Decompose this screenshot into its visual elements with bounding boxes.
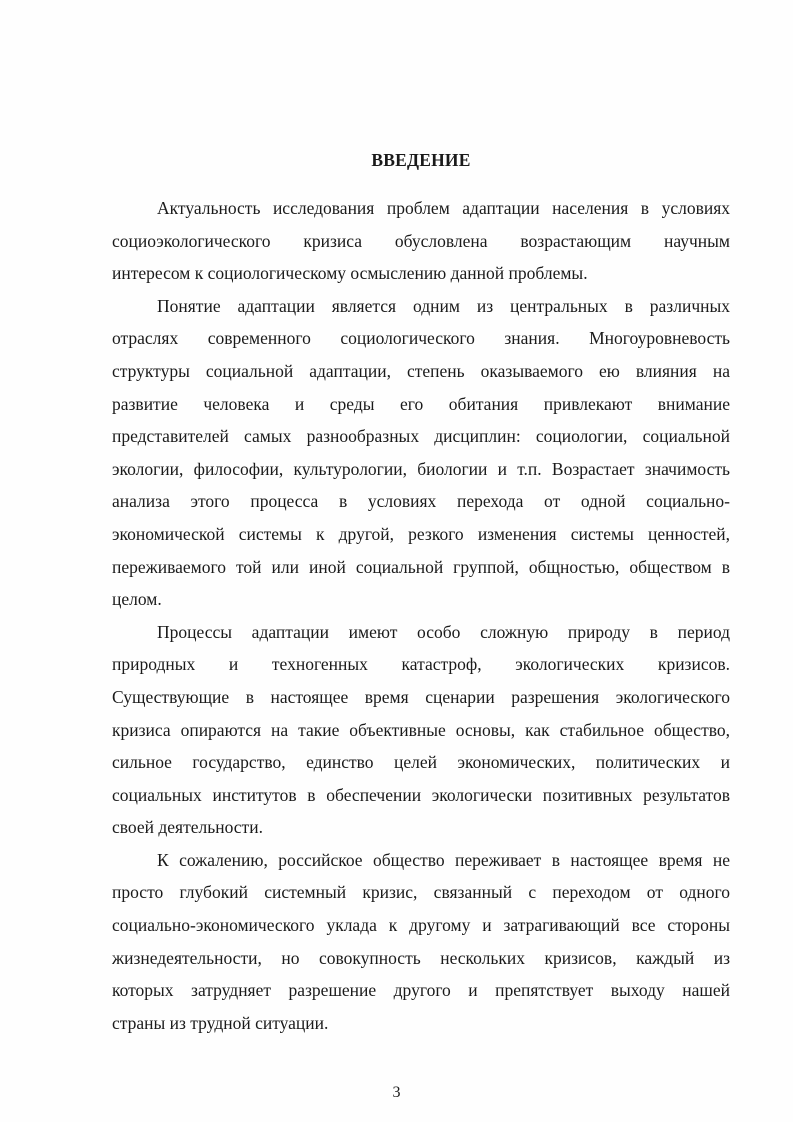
text-line: экологии, философии, культурологии, биологии и т.п. Возрастает значимость	[112, 458, 730, 479]
paragraph-1	[112, 192, 730, 290]
text-line: социально-экономического уклада к другому и затрагивающий все стороны	[112, 915, 730, 936]
text-line: К сожалению, российское общество переживает в настоящее время не	[157, 849, 730, 870]
page-number: 3	[392, 1084, 401, 1101]
text-line: структуры социальной адаптации, степень оказываемого ею влияния на	[112, 360, 730, 381]
page-title: ВВЕДЕНИЕ	[371, 150, 471, 170]
text-line: анализа этого процесса в условиях перехода от одной социально-	[112, 491, 730, 512]
text-line: социоэкологического кризиса обусловлена возрастающим научным	[112, 230, 730, 251]
paragraph-3	[112, 616, 730, 844]
text-line: просто глубокий системный кризис, связанный с переходом от одного	[112, 882, 730, 903]
text-line: Актуальность исследования проблем адаптации населения в условиях	[157, 198, 730, 218]
text-line: жизнедеятельности, но совокупность нескольких кризисов, каждый из	[112, 947, 730, 968]
text-line: Понятие адаптации является одним из центральных в различных	[157, 295, 730, 316]
text-line: отраслях современного социологического знания. Многоуровневость	[112, 328, 730, 349]
text-line: переживаемого той или иной социальной группой, общностью, обществом в	[112, 556, 730, 577]
paragraph-2	[112, 290, 730, 616]
text-line: своей деятельности.	[112, 817, 263, 838]
text-line: Процессы адаптации имеют особо сложную природу в период	[157, 621, 730, 642]
text-line: Существующие в настоящее время сценарии разрешения экологического	[112, 686, 730, 707]
text-line: интересом к социологическому осмыслению данной проблемы.	[112, 263, 588, 284]
document-body	[112, 148, 730, 1039]
text-line: социальных институтов в обеспечении экологически позитивных результатов	[112, 784, 730, 805]
text-line: кризиса опираются на такие объективные основы, как стабильное общество,	[112, 719, 730, 740]
text-line: которых затрудняет разрешение другого и препятствует выходу нашей	[112, 980, 730, 1001]
text-line: сильное государство, единство целей экономических, политических и	[112, 752, 730, 773]
paragraph-4	[112, 844, 730, 1040]
text-line: страны из трудной ситуации.	[112, 1012, 329, 1033]
text-line: целом.	[112, 589, 162, 610]
text-line: развитие человека и среды его обитания привлекают внимание	[112, 393, 730, 414]
text-line: экономической системы к другой, резкого изменения системы ценностей,	[112, 523, 730, 544]
text-line: природных и техногенных катастроф, экологических кризисов.	[112, 654, 730, 675]
text-line: представителей самых разнообразных дисциплин: социологии, социальной	[112, 426, 730, 447]
